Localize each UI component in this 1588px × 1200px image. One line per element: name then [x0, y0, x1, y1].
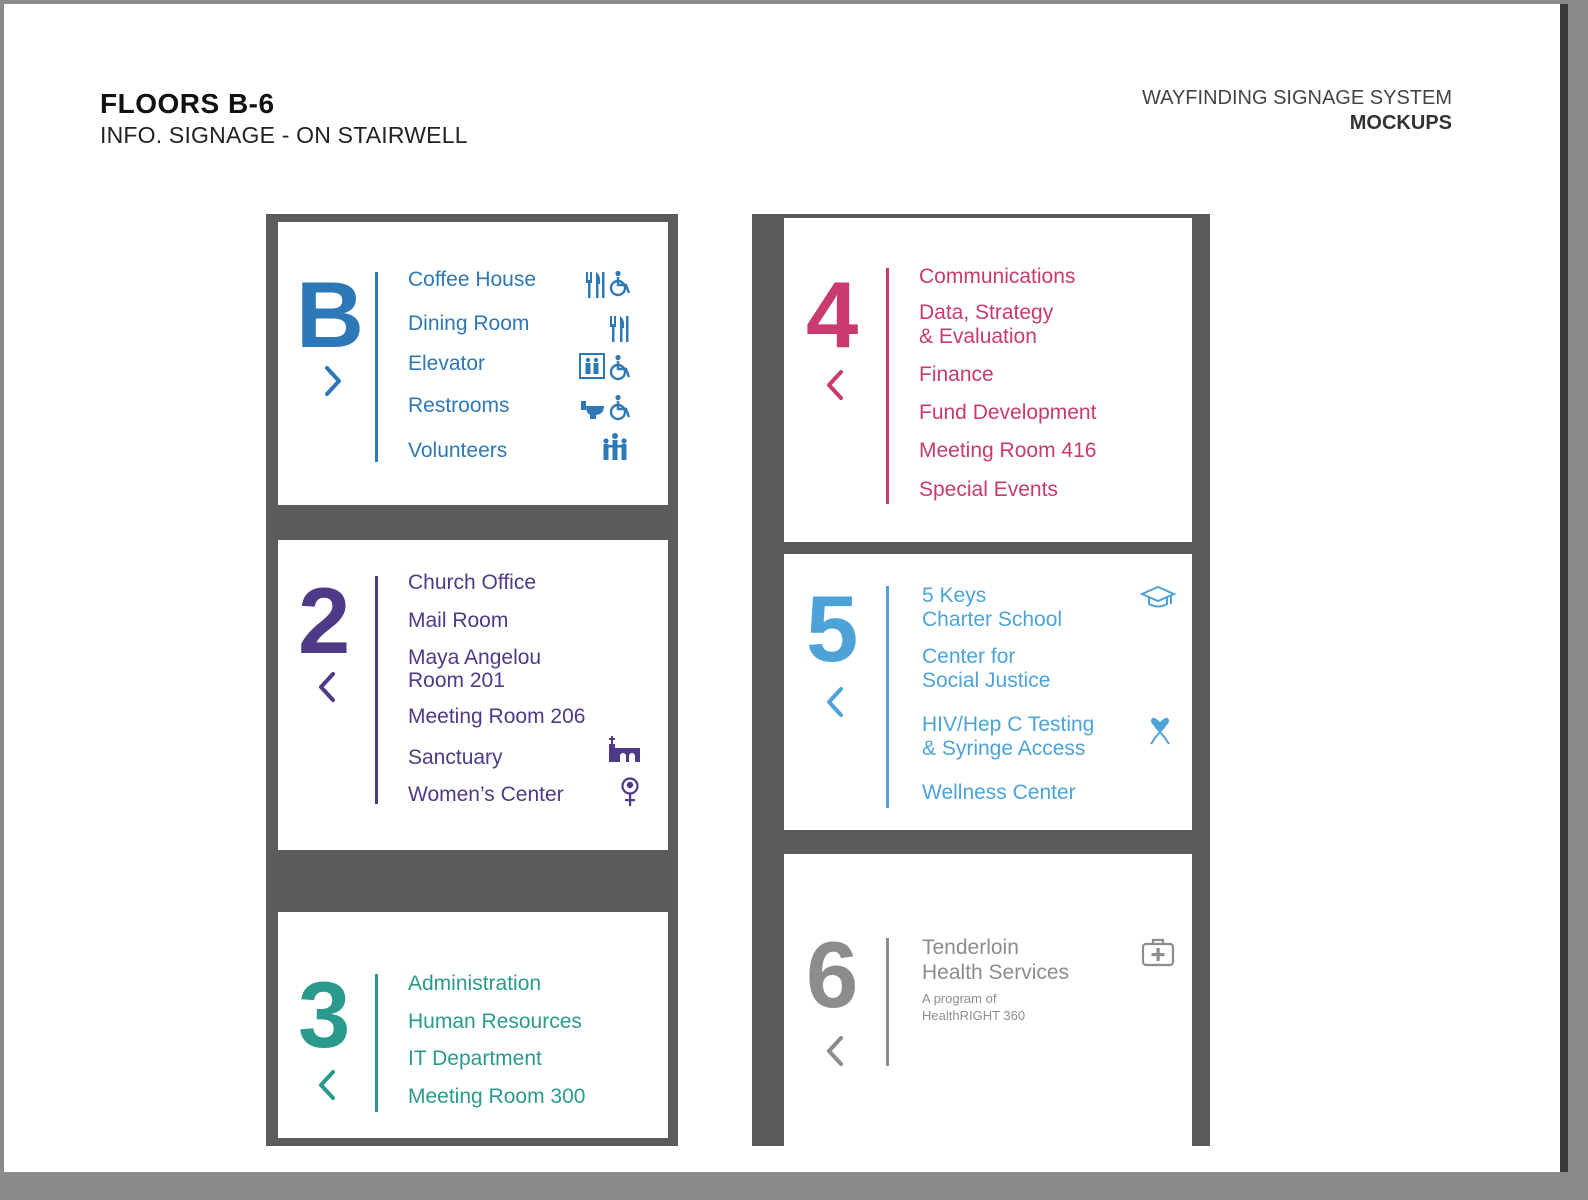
list-item: Charter School	[922, 608, 1063, 631]
sign-floor-6	[784, 854, 1192, 1146]
system-label	[1142, 86, 1452, 136]
divider-line	[375, 272, 378, 462]
sign-floor-b	[278, 222, 668, 505]
mockups-label: MOCKUPS	[1349, 112, 1452, 134]
list-item: Church Office	[408, 571, 536, 594]
graduation-cap-icon	[1140, 584, 1176, 612]
sign-floor-2	[278, 540, 668, 850]
floor-number: 6	[806, 922, 857, 1027]
floor-number: 5	[806, 576, 857, 681]
list-item: Health Services	[922, 961, 1070, 984]
divider-line	[886, 938, 889, 1066]
chevron-left-icon	[822, 685, 848, 719]
list-item: Wellness Center	[922, 781, 1076, 804]
program-note-line: HealthRIGHT 360	[922, 1008, 1026, 1023]
list-item: Meeting Room 300	[408, 1085, 586, 1108]
sign-floor-4	[784, 218, 1192, 542]
volunteers-icon	[600, 432, 630, 462]
list-item: Data, Strategy	[919, 301, 1054, 324]
chevron-left-icon	[822, 368, 848, 402]
list-item: & Evaluation	[919, 325, 1037, 348]
list-item: Women’s Center	[408, 783, 564, 806]
list-item: HIV/Hep C Testing	[922, 713, 1095, 736]
floor-number: 4	[806, 262, 857, 367]
list-item: Mail Room	[408, 609, 509, 632]
list-item: Coffee House	[408, 268, 537, 291]
floor-number: 2	[298, 568, 349, 673]
floor-number: 3	[298, 962, 349, 1067]
list-item: Maya Angelou	[408, 646, 542, 669]
list-item: Meeting Room 416	[919, 439, 1097, 462]
sign-floor-3	[278, 912, 668, 1138]
womens-center-icon	[620, 776, 640, 808]
list-item: Meeting Room 206	[408, 705, 586, 728]
list-item: Special Events	[919, 478, 1058, 501]
list-item: 5 Keys	[922, 584, 987, 607]
list-item: IT Department	[408, 1047, 542, 1070]
list-item: Dining Room	[408, 312, 530, 335]
list-item: Human Resources	[408, 1010, 582, 1033]
list-item: Elevator	[408, 352, 486, 375]
chevron-right-icon	[320, 364, 346, 398]
list-item: Fund Development	[919, 401, 1097, 424]
list-item: Finance	[919, 363, 994, 386]
awareness-ribbon-heart-icon	[1146, 712, 1174, 748]
program-note-line: A program of	[922, 991, 997, 1006]
list-item: Administration	[408, 972, 542, 995]
chevron-left-icon	[314, 1068, 340, 1102]
list-item: Restrooms	[408, 394, 510, 417]
divider-line	[375, 576, 378, 804]
page-subtitle: INFO. SIGNAGE - ON STAIRWELL	[100, 122, 468, 148]
system-name: WAYFINDING SIGNAGE SYSTEM	[1141, 87, 1452, 109]
chevron-left-icon	[822, 1034, 848, 1068]
list-item: Sanctuary	[408, 746, 503, 769]
list-item: Communications	[919, 265, 1076, 288]
wheelchair-icon	[608, 394, 632, 422]
page-title: FLOORS B-6	[100, 88, 275, 119]
sanctuary-church-icon	[608, 736, 642, 764]
list-item: & Syringe Access	[922, 737, 1086, 760]
list-item: Room 201	[408, 669, 505, 692]
wheelchair-icon	[608, 270, 632, 298]
list-item: Volunteers	[408, 439, 508, 462]
wheelchair-icon	[608, 354, 632, 382]
list-item: Social Justice	[922, 669, 1051, 692]
divider-line	[886, 268, 889, 504]
elevator-icon	[578, 352, 606, 380]
divider-line	[375, 974, 378, 1112]
dining-utensils-icon	[584, 270, 606, 300]
chevron-left-icon	[314, 670, 340, 704]
divider-line	[886, 586, 889, 808]
floor-number: B	[296, 262, 362, 367]
dining-utensils-icon	[608, 314, 630, 344]
sign-floor-5	[784, 554, 1192, 830]
toilet-icon	[580, 398, 606, 420]
program-note	[922, 990, 1025, 1024]
list-item: Center for	[922, 645, 1016, 668]
list-item: Tenderloin	[922, 936, 1019, 959]
medical-kit-icon	[1140, 936, 1176, 968]
